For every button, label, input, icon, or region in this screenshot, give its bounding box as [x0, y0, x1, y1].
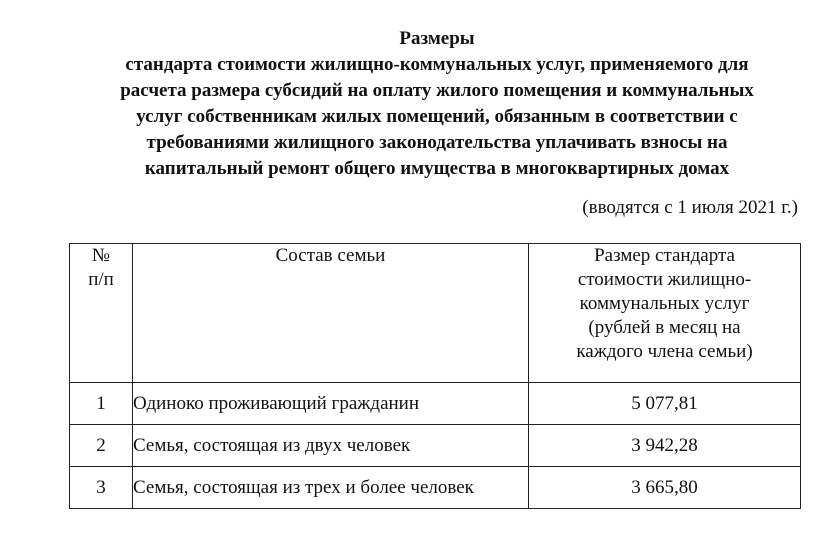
- row-composition: Семья, состоящая из двух человек: [133, 425, 529, 467]
- column-header-number-line: п/п: [88, 269, 114, 290]
- row-value: 5 077,81: [529, 383, 801, 425]
- title-line: расчета размера субсидий на оплату жилого помещения и коммунальных: [120, 80, 754, 101]
- column-header-size-line: (рублей в месяц на: [588, 317, 741, 338]
- table-row: [70, 383, 801, 425]
- table-row: [70, 425, 801, 467]
- document-title: [40, 26, 830, 182]
- column-header-number-line: №: [91, 245, 111, 266]
- column-header-number: [70, 244, 133, 383]
- effective-date: (вводятся с 1 июля 2021 г.): [582, 197, 798, 218]
- title-line: услуг собственникам жилых помещений, обязанным в соответствии с: [136, 106, 738, 127]
- table-header-row: [70, 244, 801, 383]
- row-number: 1: [70, 383, 133, 425]
- title-line: капитальный ремонт общего имущества в многоквартирных домах: [144, 158, 730, 179]
- row-number: 2: [70, 425, 133, 467]
- column-header-size-line: Размер стандарта: [594, 245, 735, 266]
- row-value: 3 665,80: [529, 467, 801, 509]
- column-header-size-line: стоимости жилищно-: [577, 269, 752, 290]
- column-header-size-line: каждого члена семьи): [576, 341, 753, 362]
- column-header-size: [529, 244, 801, 383]
- housing-standard-table: [69, 243, 801, 509]
- title-line: требованиями жилищного законодательства уплачивать взносы на: [146, 132, 728, 153]
- row-number: 3: [70, 467, 133, 509]
- title-line: стандарта стоимости жилищно-коммунальных услуг, применяемого для: [125, 54, 749, 75]
- column-header-size-line: коммунальных услуг: [579, 293, 750, 314]
- row-composition: Одиноко проживающий гражданин: [133, 383, 529, 425]
- row-composition: Семья, состоящая из трех и более человек: [133, 467, 529, 509]
- column-header-composition: Состав семьи: [133, 244, 529, 383]
- title-line: Размеры: [399, 28, 475, 49]
- row-value: 3 942,28: [529, 425, 801, 467]
- table-row: [70, 467, 801, 509]
